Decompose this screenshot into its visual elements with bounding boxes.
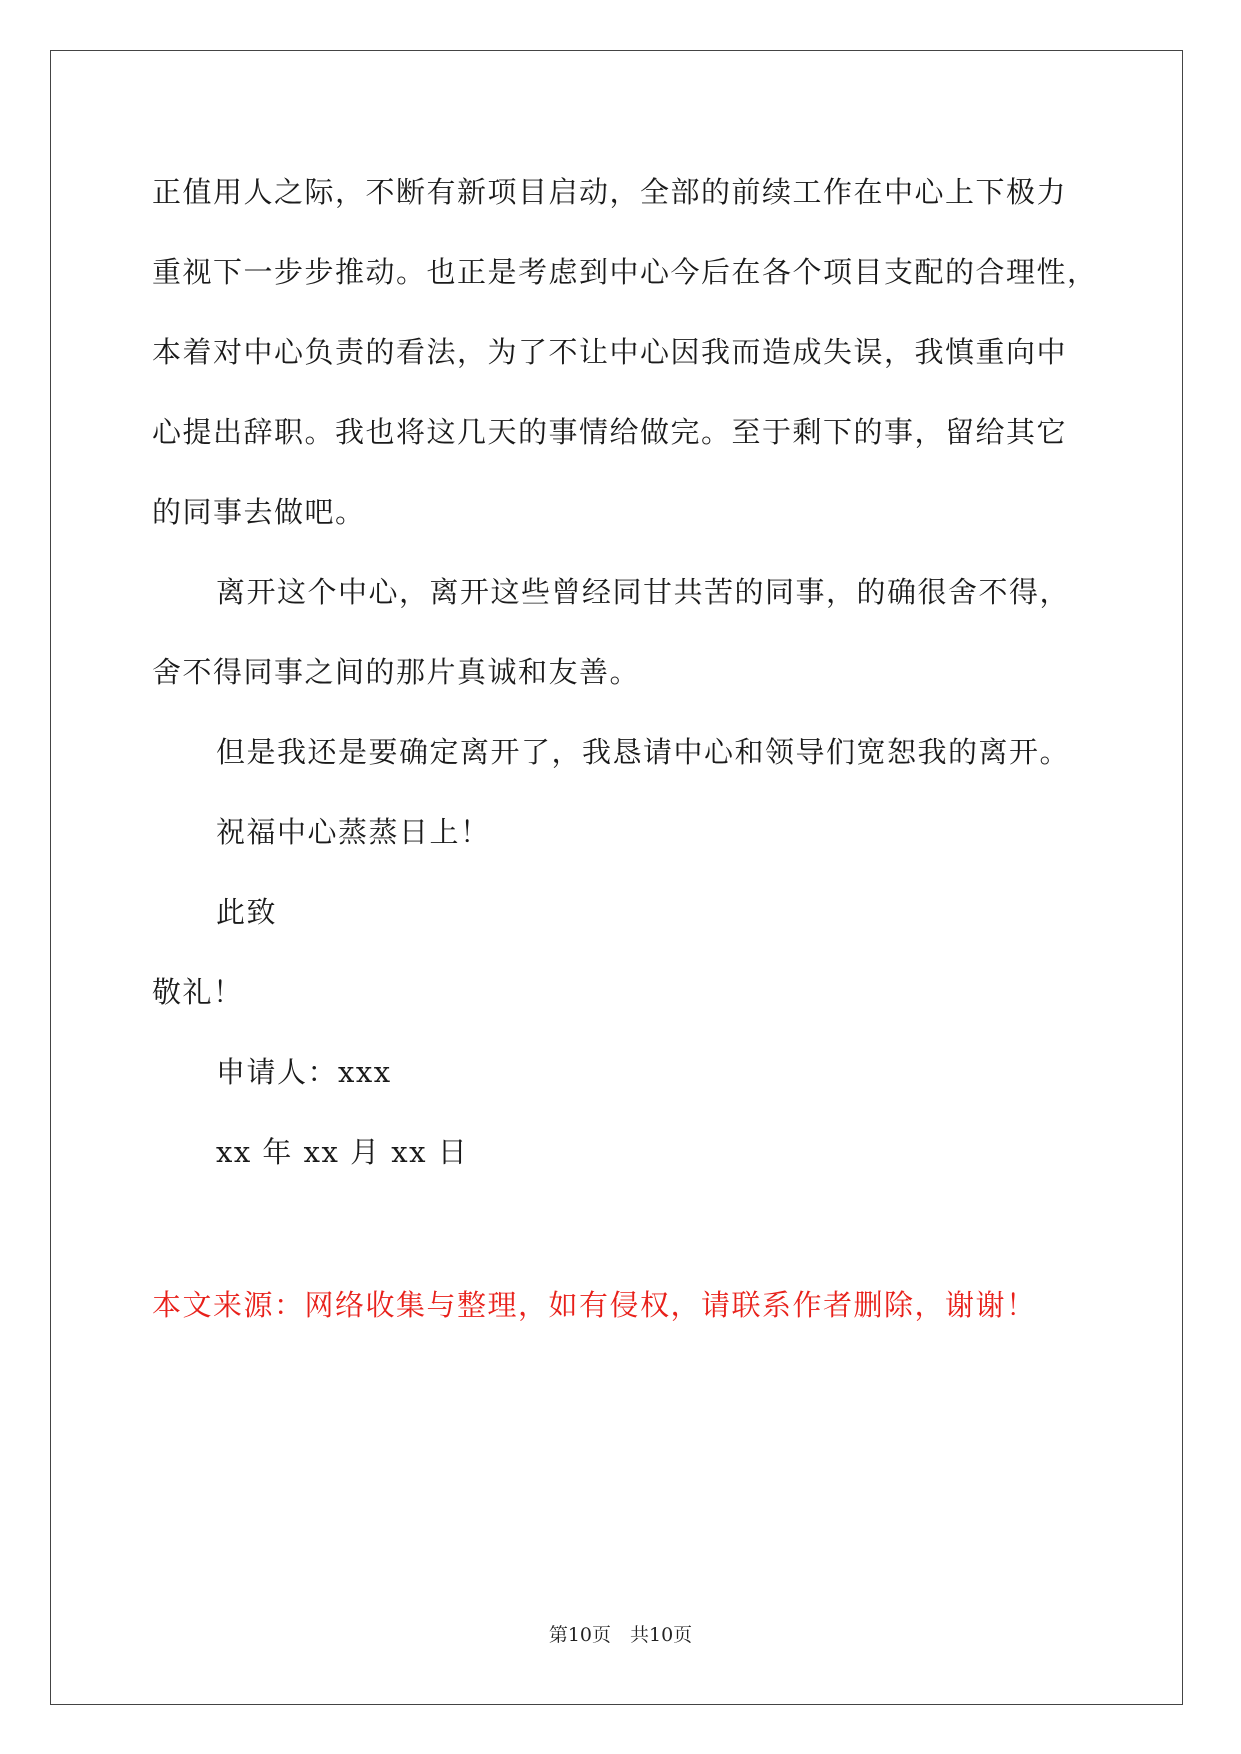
paragraph-2-line-1: 离开这个中心，离开这些曾经同甘共苦的同事，的确很舍不得，	[216, 575, 1071, 609]
closing-regards: 敬礼！	[152, 975, 244, 1009]
paragraph-1-line-5: 的同事去做吧。	[152, 495, 366, 529]
page-border	[50, 50, 1183, 1705]
closing-salutation: 此致	[216, 895, 278, 929]
blessing-line: 祝福中心蒸蒸日上！	[216, 815, 491, 849]
paragraph-1-line-3: 本着对中心负责的看法，为了不让中心因我而造成失误，我慎重向中	[152, 335, 1068, 369]
paragraph-3: 但是我还是要确定离开了，我恳请中心和领导们宽恕我的离开。	[216, 735, 1071, 769]
paragraph-1-line-2: 重视下一步步推动。也正是考虑到中心今后在各个项目支配的合理性，	[152, 255, 1098, 289]
page-number-footer: 第10页 共10页	[548, 1624, 693, 1646]
paragraph-2-line-2: 舍不得同事之间的那片真诚和友善。	[152, 655, 641, 689]
signature-date: xx 年 xx 月 xx 日	[216, 1135, 469, 1169]
applicant-signature: 申请人：xxx	[216, 1055, 392, 1089]
source-disclaimer: 本文来源：网络收集与整理，如有侵权，请联系作者删除，谢谢！	[152, 1288, 1037, 1322]
paragraph-1-line-1: 正值用人之际，不断有新项目启动，全部的前续工作在中心上下极力	[152, 175, 1068, 209]
paragraph-1-line-4: 心提出辞职。我也将这几天的事情给做完。至于剩下的事，留给其它	[152, 415, 1068, 449]
